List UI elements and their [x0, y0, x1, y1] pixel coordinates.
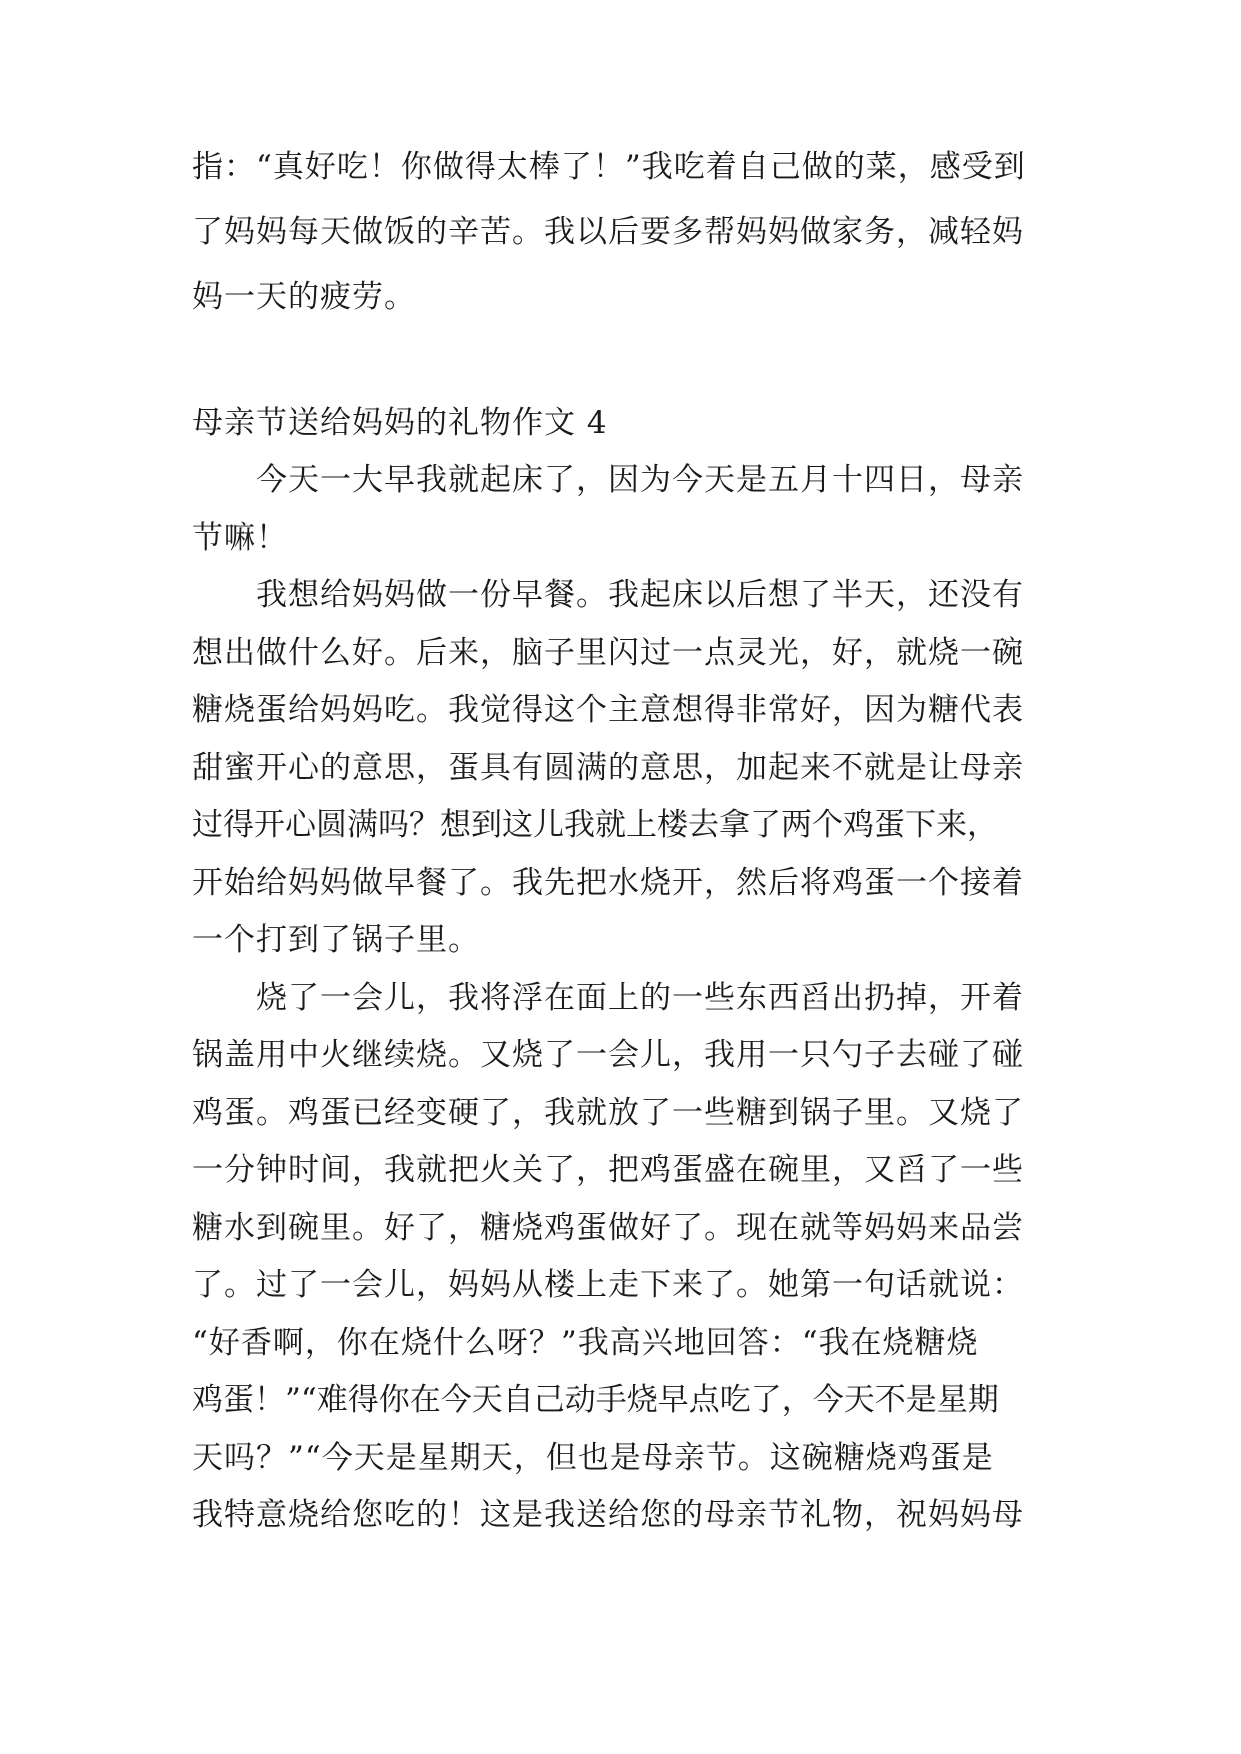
text-line: 节嘛！: [192, 520, 288, 556]
text-line: “好香啊，你在烧什么呀？”我高兴地回答：“我在烧糖烧: [192, 1325, 979, 1361]
text-line: 烧了一会儿，我将浮在面上的一些东西舀出扔掉，开着: [192, 980, 1024, 1016]
text-line: 了。过了一会儿，妈妈从楼上走下来了。她第一句话就说：: [192, 1267, 1024, 1303]
text-line: 今天一大早我就起床了，因为今天是五月十四日，母亲: [192, 462, 1024, 498]
text-line: 我想给妈妈做一份早餐。我起床以后想了半天，还没有: [192, 577, 1024, 613]
text-line: 甜蜜开心的意思，蛋具有圆满的意思，加起来不就是让母亲: [192, 750, 1024, 786]
text-line: 糖烧蛋给妈妈吃。我觉得这个主意想得非常好，因为糖代表: [192, 692, 1024, 728]
text-line: 开始给妈妈做早餐了。我先把水烧开，然后将鸡蛋一个接着: [192, 865, 1024, 901]
text-line: 糖水到碗里。好了，糖烧鸡蛋做好了。现在就等妈妈来品尝: [192, 1210, 1024, 1246]
text-line: 指：“真好吃！你做得太棒了！”我吃着自己做的菜，感受到: [192, 149, 1026, 185]
text-line: 过得开心圆满吗？想到这儿我就上楼去拿了两个鸡蛋下来，: [192, 807, 998, 843]
text-line: 鸡蛋！”“难得你在今天自己动手烧早点吃了，今天不是星期: [192, 1382, 999, 1418]
section-heading: 母亲节送给妈妈的礼物作文 4: [192, 405, 608, 441]
text-line: 一个打到了锅子里。: [192, 922, 480, 958]
text-line: 锅盖用中火继续烧。又烧了一会儿，我用一只勺子去碰了碰: [192, 1037, 1024, 1073]
text-line: 我特意烧给您吃的！这是我送给您的母亲节礼物，祝妈妈母: [192, 1497, 1024, 1533]
text-line: 鸡蛋。鸡蛋已经变硬了，我就放了一些糖到锅子里。又烧了: [192, 1095, 1024, 1131]
text-line: 天吗？”“今天是星期天，但也是母亲节。这碗糖烧鸡蛋是: [192, 1440, 994, 1476]
text-line: 想出做什么好。后来，脑子里闪过一点灵光，好，就烧一碗: [192, 635, 1024, 671]
text-line: 了妈妈每天做饭的辛苦。我以后要多帮妈妈做家务，减轻妈: [192, 214, 1024, 250]
text-line: 一分钟时间，我就把火关了，把鸡蛋盛在碗里，又舀了一些: [192, 1152, 1024, 1188]
text-line: 妈一天的疲劳。: [192, 279, 416, 315]
